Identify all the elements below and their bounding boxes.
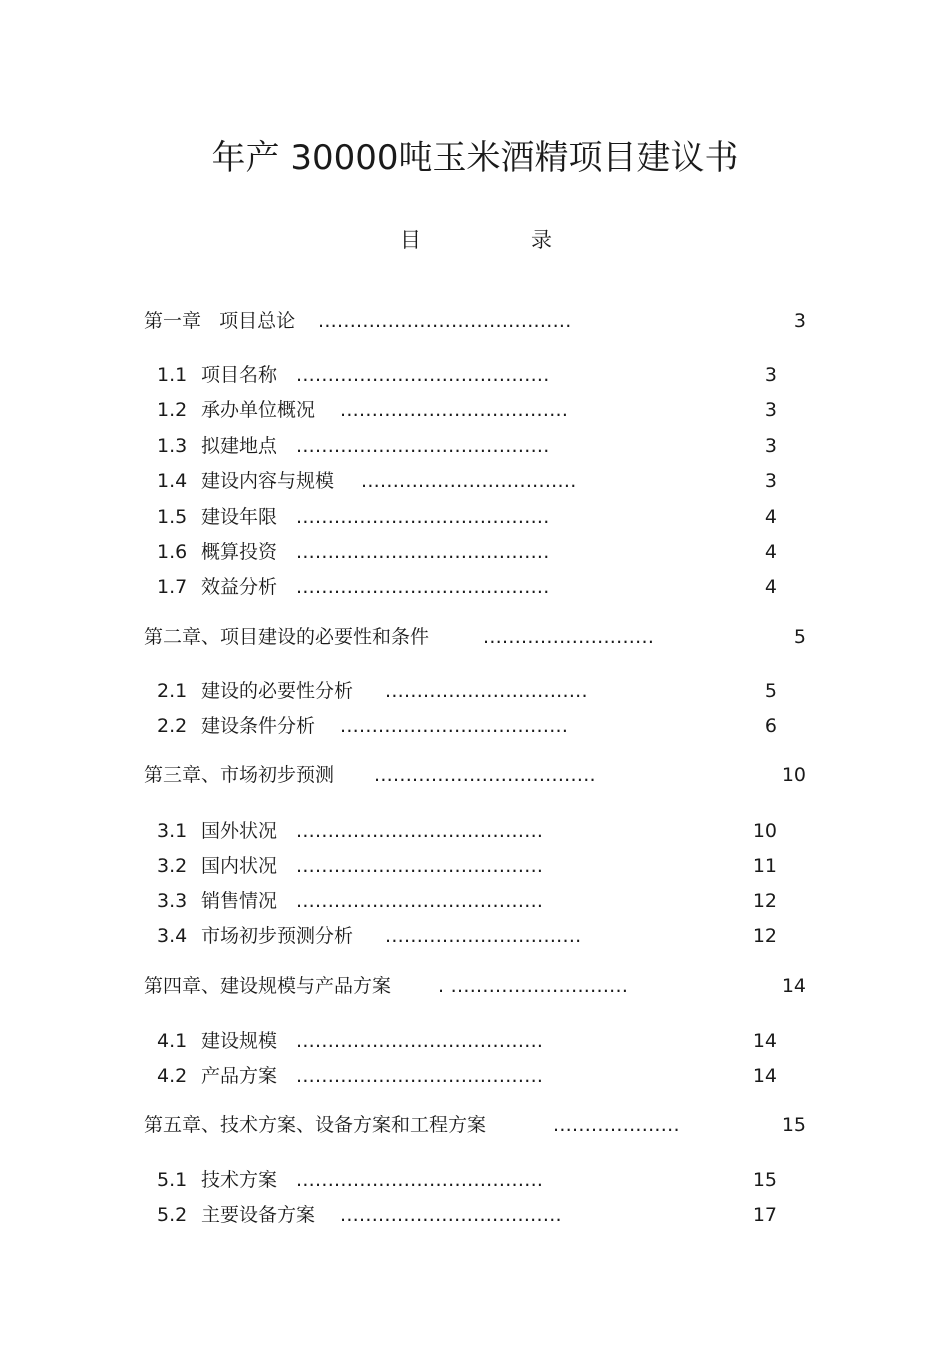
toc-dot-leader: ....................................... bbox=[296, 1169, 544, 1191]
toc-entry-label: 第一章 项目总论 bbox=[144, 310, 296, 332]
toc-section-number: 4.1 bbox=[157, 1030, 188, 1052]
toc-entry-label: 拟建地点 bbox=[201, 435, 278, 457]
toc-dot-leader: ........................................ bbox=[296, 435, 550, 457]
toc-section-number: 4.2 bbox=[157, 1065, 188, 1087]
toc-entry-label: 概算投资 bbox=[201, 541, 278, 563]
toc-section-number: 1.3 bbox=[157, 435, 188, 457]
toc-page-number: 12 bbox=[752, 925, 777, 947]
toc-heading-char-2: 录 bbox=[531, 228, 552, 252]
toc-page-number: 3 bbox=[764, 399, 777, 421]
toc-page-number: 3 bbox=[764, 364, 777, 386]
toc-dot-leader: ........................................ bbox=[296, 364, 550, 386]
toc-section-number: 3.1 bbox=[157, 820, 188, 842]
toc-page-number: 4 bbox=[764, 541, 777, 563]
toc-dot-leader: ........................................ bbox=[296, 576, 550, 598]
toc-page-number: 17 bbox=[752, 1204, 777, 1226]
toc-entry-label: 建设年限 bbox=[201, 506, 278, 528]
toc-dot-leader: ....................................... bbox=[296, 1065, 544, 1087]
toc-page-number: 3 bbox=[793, 310, 806, 332]
toc-entry-label: 销售情况 bbox=[201, 890, 278, 912]
toc-page-number: 3 bbox=[764, 435, 777, 457]
toc-section-number: 1.5 bbox=[157, 506, 188, 528]
toc-dot-leader: ........................... bbox=[483, 626, 655, 648]
toc-entry-label: 建设的必要性分析 bbox=[201, 680, 354, 702]
toc-dot-leader: ................................... bbox=[374, 764, 596, 786]
document-title: 年产 30000吨玉米酒精项目建议书 bbox=[211, 138, 739, 178]
toc-page-number: 14 bbox=[781, 975, 806, 997]
toc-page-number: 15 bbox=[781, 1114, 806, 1136]
toc-page-number: 3 bbox=[764, 470, 777, 492]
toc-page-number: 4 bbox=[764, 506, 777, 528]
toc-entry-label: 国内状况 bbox=[201, 855, 278, 877]
toc-section-number: 1.1 bbox=[157, 364, 188, 386]
toc-page-number: 14 bbox=[752, 1030, 777, 1052]
toc-entry-label: 第二章、项目建设的必要性和条件 bbox=[144, 626, 430, 648]
toc-entry-label: 建设条件分析 bbox=[201, 715, 316, 737]
toc-entry-label: 项目名称 bbox=[201, 364, 278, 386]
toc-section-number: 3.3 bbox=[157, 890, 188, 912]
toc-section-number: 1.6 bbox=[157, 541, 188, 563]
toc-section-number: 3.4 bbox=[157, 925, 188, 947]
toc-page-number: 10 bbox=[781, 764, 806, 786]
toc-dot-leader: ................................... bbox=[340, 1204, 562, 1226]
toc-entry-label: 市场初步预测分析 bbox=[201, 925, 354, 947]
toc-entry-label: 建设内容与规模 bbox=[201, 470, 335, 492]
toc-dot-leader: ............................... bbox=[385, 925, 582, 947]
toc-entry-label: 第三章、市场初步预测 bbox=[144, 764, 335, 786]
toc-page-number: 15 bbox=[752, 1169, 777, 1191]
toc-entry-label: 第四章、建设规模与产品方案 bbox=[144, 975, 392, 997]
toc-dot-leader: ................................ bbox=[385, 680, 588, 702]
toc-entry-label: 主要设备方案 bbox=[201, 1204, 316, 1226]
toc-page-number: 5 bbox=[764, 680, 777, 702]
toc-dot-leader: ....................................... bbox=[296, 1030, 544, 1052]
toc-section-number: 5.1 bbox=[157, 1169, 188, 1191]
toc-dot-leader: .................................... bbox=[340, 399, 569, 421]
toc-entry-label: 建设规模 bbox=[201, 1030, 278, 1052]
toc-heading-char-1: 目 bbox=[400, 228, 421, 252]
toc-section-number: 5.2 bbox=[157, 1204, 188, 1226]
toc-dot-leader: ........................................ bbox=[318, 310, 572, 332]
toc-page-number: 6 bbox=[764, 715, 777, 737]
toc-section-number: 1.4 bbox=[157, 470, 188, 492]
toc-dot-leader: .................................... bbox=[340, 715, 569, 737]
toc-entry-label: 产品方案 bbox=[201, 1065, 278, 1087]
toc-section-number: 3.2 bbox=[157, 855, 188, 877]
toc-dot-leader: .................................. bbox=[361, 470, 577, 492]
toc-dot-leader: ....................................... bbox=[296, 890, 544, 912]
toc-page-number: 11 bbox=[752, 855, 777, 877]
toc-dot-leader: ........................................ bbox=[296, 541, 550, 563]
toc-dot-leader: .................... bbox=[553, 1114, 680, 1136]
toc-entry-label: 效益分析 bbox=[201, 576, 278, 598]
toc-section-number: 2.1 bbox=[157, 680, 188, 702]
toc-page-number: 14 bbox=[752, 1065, 777, 1087]
toc-page-number: 5 bbox=[793, 626, 806, 648]
toc-dot-leader: ........................................ bbox=[296, 506, 550, 528]
toc-dot-leader: ....................................... bbox=[296, 855, 544, 877]
toc-page-number: 12 bbox=[752, 890, 777, 912]
toc-dot-leader: . ............................ bbox=[438, 975, 629, 997]
toc-page-number: 10 bbox=[752, 820, 777, 842]
toc-dot-leader: ....................................... bbox=[296, 820, 544, 842]
toc-section-number: 1.7 bbox=[157, 576, 188, 598]
toc-page-number: 4 bbox=[764, 576, 777, 598]
toc-entry-label: 国外状况 bbox=[201, 820, 278, 842]
toc-entry-label: 技术方案 bbox=[201, 1169, 278, 1191]
toc-entry-label: 第五章、技术方案、设备方案和工程方案 bbox=[144, 1114, 487, 1136]
toc-section-number: 1.2 bbox=[157, 399, 188, 421]
toc-section-number: 2.2 bbox=[157, 715, 188, 737]
toc-entry-label: 承办单位概况 bbox=[201, 399, 316, 421]
